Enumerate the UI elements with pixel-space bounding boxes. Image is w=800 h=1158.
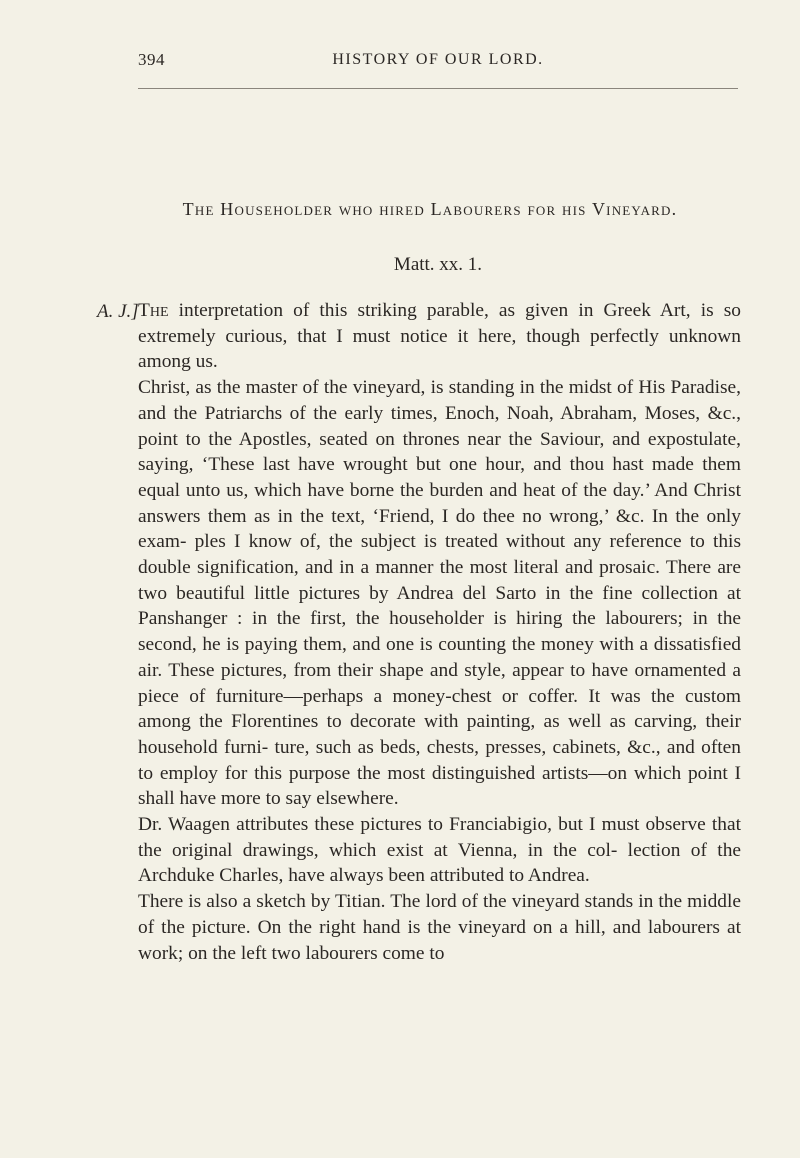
- running-head: [138, 50, 738, 80]
- body-text: [138, 298, 741, 966]
- paragraph-text: Christ, as the master of the vineyard, is standing in the midst of His Paradise, and the Patriarchs of the early times, Enoch, Noah, Abraham, Moses, &c., point to the Apostles, seated on thrones near the Saviour, and expostulate, saying, ‘These last have wrought but one hour, and thou hast made them equal unto us, which have borne the burden and heat of the day.’ And Christ answers them as in the text, ‘Friend, I do thee no wrong,’ &c. In the only exam- ples I know of, the subject is treated without any reference to this double signification, and in a manner the most literal and prosaic. There are two beautiful little pictures by Andrea del Sarto in the fine collection at Panshanger : in the first, the householder is hiring the labourers; in the second, he is paying them, and one is counting the money with a dissatisfied air. These pictures, from their shape and style, appear to have ornamented a piece of furniture—perhaps a money-chest or coffer. It was the custom among the Florentines to decorate with painting, as well as carving, their household furni- ture, such as beds, chests, presses, cabinets, &c., and often to employ for this purpose the most distinguished artists—on which point I shall have more to say elsewhere.: [138, 377, 741, 810]
- paragraph: [138, 889, 741, 966]
- paragraph: [138, 298, 741, 375]
- header-rule: [138, 88, 738, 89]
- paragraph-text: interpretation of this striking parable, as given in Greek Art, is so extremely curious, that I must notice it here, though perfectly unknown among us.: [138, 300, 741, 373]
- page-number: 394: [138, 50, 165, 69]
- paragraph-text: Dr. Waagen attributes these pictures to Franciabigio, but I must observe that the original drawings, which exist at Vienna, in the col- lection of the Archduke Charles, have always been attributed to Andrea.: [138, 814, 741, 887]
- running-title: HISTORY OF OUR LORD.: [332, 51, 544, 68]
- paragraph-text: There is also a sketch by Titian. The lord of the vineyard stands in the middle of the picture. On the right hand is the vineyard on a hill, and labourers at work; on the left two labourers come to: [138, 891, 741, 964]
- scripture-reference: Matt. xx. 1.: [393, 254, 483, 275]
- chapter-title: The Householder who hired Labourers for his Vineyard.: [182, 199, 678, 219]
- paragraph: [138, 812, 741, 889]
- margin-note: A. J.]: [97, 301, 139, 322]
- paragraph-lead-word: The: [138, 300, 169, 321]
- paragraph: [138, 375, 741, 812]
